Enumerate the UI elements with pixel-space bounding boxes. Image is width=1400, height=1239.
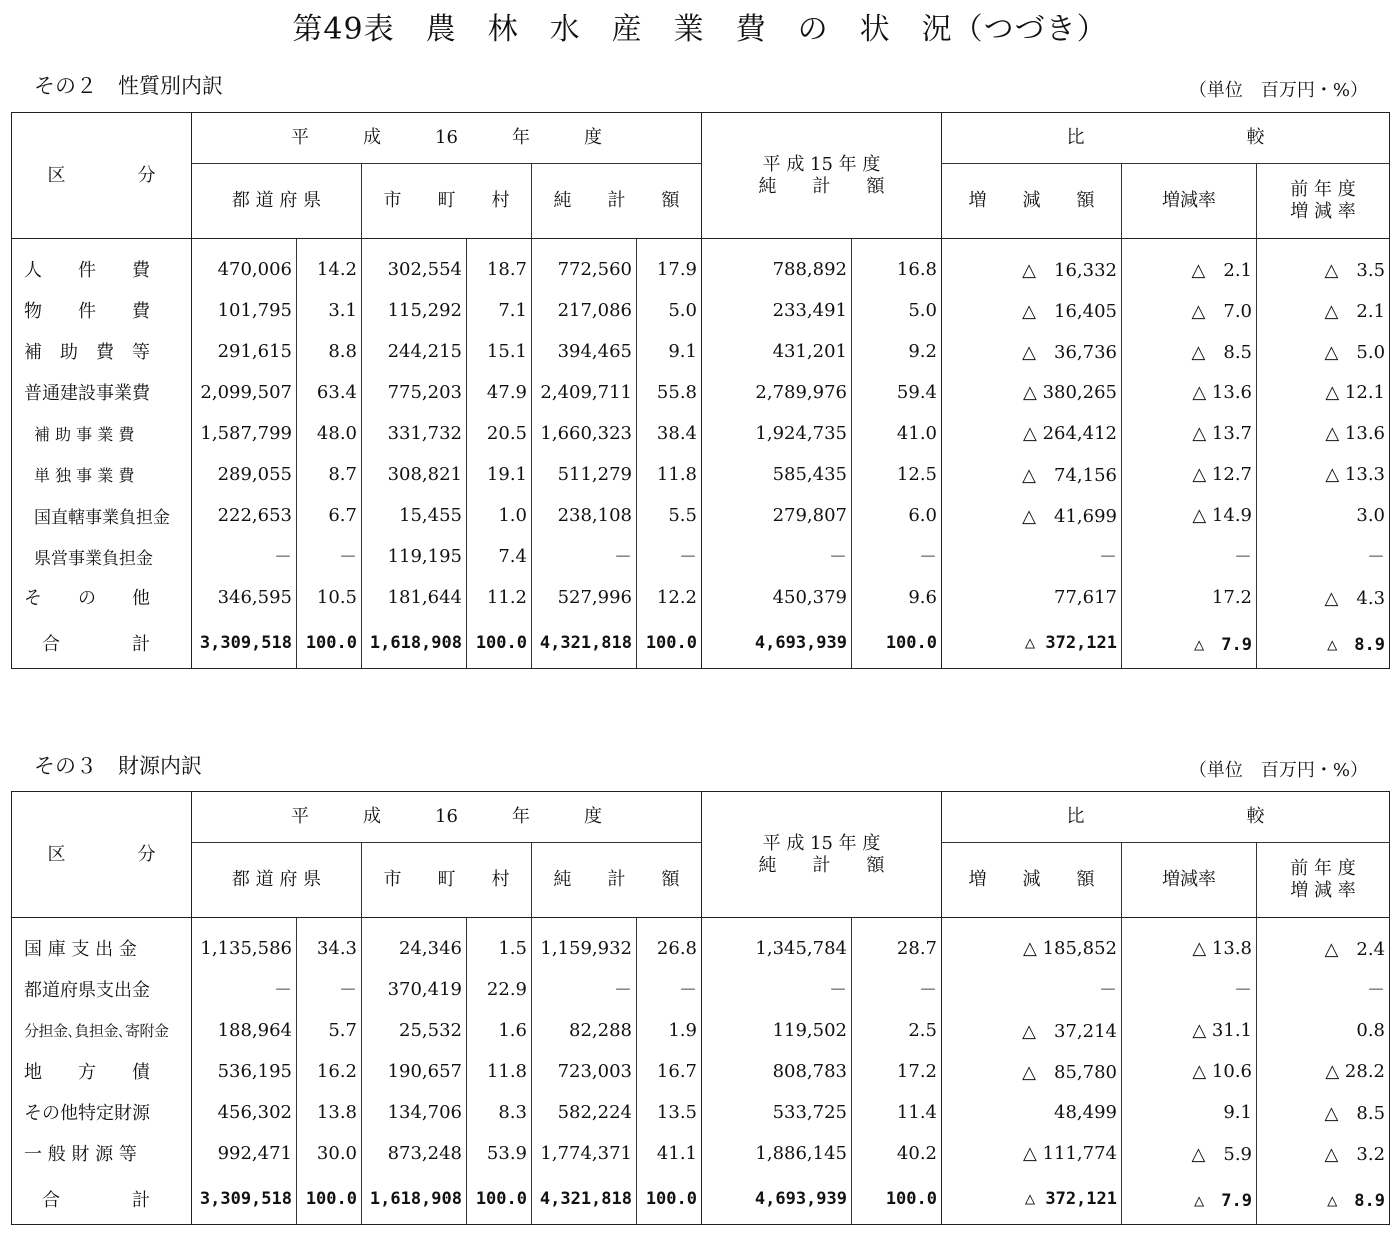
cell-value: 1,135,586 <box>192 918 297 969</box>
cell-value: 723,003 <box>532 1051 637 1092</box>
cell-value: 9.1 <box>1122 1092 1257 1133</box>
cell-value: － <box>637 536 702 577</box>
header-hikaku: 比 較 <box>942 792 1390 843</box>
cell-value: △ 7.9 <box>1122 1174 1257 1225</box>
cell-value: 511,279 <box>532 454 637 495</box>
table-row <box>12 372 1390 413</box>
cell-value: △ 16,332 <box>942 239 1122 290</box>
section3-unit: （単位 百万円・%） <box>1188 760 1368 781</box>
header-junkei: 純 計 額 <box>532 843 702 918</box>
cell-value: 100.0 <box>297 618 362 669</box>
cell-value: 100.0 <box>637 618 702 669</box>
cell-value: 77,617 <box>942 577 1122 618</box>
cell-value: 8.7 <box>297 454 362 495</box>
cell-value: 28.7 <box>852 918 942 969</box>
cell-value: 4,321,818 <box>532 618 637 669</box>
cell-value: 26.8 <box>637 918 702 969</box>
cell-value: 1.5 <box>467 918 532 969</box>
cell-value: 11.2 <box>467 577 532 618</box>
cell-value: 6.0 <box>852 495 942 536</box>
cell-value: － <box>1257 536 1390 577</box>
cell-value: 331,732 <box>362 413 467 454</box>
cell-value: 17.2 <box>852 1051 942 1092</box>
cell-value: 53.9 <box>467 1133 532 1174</box>
cell-value: △ 14.9 <box>1122 495 1257 536</box>
table-row <box>12 918 1390 969</box>
header-kubun: 区 分 <box>12 113 192 239</box>
row-label: 補 助 費 等 <box>12 331 192 372</box>
cell-value: 7.4 <box>467 536 532 577</box>
cell-value: △ 4.3 <box>1257 577 1390 618</box>
cell-value: 470,006 <box>192 239 297 290</box>
cell-value: 536,195 <box>192 1051 297 1092</box>
header-zennendo-line2: 増 減 率 <box>1290 880 1356 901</box>
section2-subtitle: その２ 性質別内訳 <box>34 74 223 98</box>
cell-value: 456,302 <box>192 1092 297 1133</box>
cell-value: 11.8 <box>467 1051 532 1092</box>
cell-value: 63.4 <box>297 372 362 413</box>
cell-value: △ 13.6 <box>1257 413 1390 454</box>
cell-value: 431,201 <box>702 331 852 372</box>
cell-value: △ 10.6 <box>1122 1051 1257 1092</box>
table-row <box>12 577 1390 618</box>
cell-value: 2,789,976 <box>702 372 852 413</box>
header-h15-line1: 平 成 15 年 度 <box>762 153 881 175</box>
header-todofuken: 都 道 府 県 <box>192 164 362 239</box>
cell-value: △ 2.4 <box>1257 918 1390 969</box>
cell-value: 3,309,518 <box>192 1174 297 1225</box>
header-zogenritsu: 増減率 <box>1122 843 1257 918</box>
cell-value: △ 36,736 <box>942 331 1122 372</box>
cell-value: △ 5.9 <box>1122 1133 1257 1174</box>
cell-value: 181,644 <box>362 577 467 618</box>
header-zennendo-line1: 前 年 度 <box>1290 858 1356 879</box>
cell-value: － <box>942 969 1122 1010</box>
cell-value: 2,099,507 <box>192 372 297 413</box>
table-row <box>12 290 1390 331</box>
cell-value: 3,309,518 <box>192 618 297 669</box>
cell-value: △ 185,852 <box>942 918 1122 969</box>
cell-value: 55.8 <box>637 372 702 413</box>
header-zennendo-line1: 前 年 度 <box>1290 179 1356 200</box>
table-row <box>12 536 1390 577</box>
table-row <box>12 413 1390 454</box>
cell-value: △ 37,214 <box>942 1010 1122 1051</box>
header-h16: 平 成 16 年 度 <box>192 792 702 843</box>
header-todofuken: 都 道 府 県 <box>192 843 362 918</box>
cell-value: － <box>942 536 1122 577</box>
cell-value: 217,086 <box>532 290 637 331</box>
header-zennendo <box>1257 843 1390 918</box>
header-h15-line2: 純 計 額 <box>758 854 885 876</box>
cell-value: 5.0 <box>852 290 942 331</box>
cell-value: 40.2 <box>852 1133 942 1174</box>
cell-value: － <box>532 969 637 1010</box>
header-shichoson: 市 町 村 <box>362 164 532 239</box>
cell-value: △ 28.2 <box>1257 1051 1390 1092</box>
cell-value: △ 13.7 <box>1122 413 1257 454</box>
header-zennendo-line2: 増 減 率 <box>1290 201 1356 222</box>
cell-value: △ 8.9 <box>1257 1174 1390 1225</box>
cell-value: － <box>702 536 852 577</box>
cell-value: 1,924,735 <box>702 413 852 454</box>
cell-value: 4,693,939 <box>702 618 852 669</box>
cell-value: 582,224 <box>532 1092 637 1133</box>
row-label: 物 件 費 <box>12 290 192 331</box>
cell-value: 101,795 <box>192 290 297 331</box>
cell-value: 100.0 <box>637 1174 702 1225</box>
header-zennendo <box>1257 164 1390 239</box>
cell-value: 585,435 <box>702 454 852 495</box>
table-row <box>12 1010 1390 1051</box>
cell-value: 18.7 <box>467 239 532 290</box>
cell-value: 17.9 <box>637 239 702 290</box>
row-label: そ の 他 <box>12 577 192 618</box>
cell-value: 12.2 <box>637 577 702 618</box>
cell-value: 7.1 <box>467 290 532 331</box>
cell-value: 9.2 <box>852 331 942 372</box>
header-kubun: 区 分 <box>12 792 192 918</box>
header-h15 <box>702 792 942 918</box>
cell-value: 788,892 <box>702 239 852 290</box>
row-label: 合 計 <box>12 618 192 669</box>
cell-value: 15.1 <box>467 331 532 372</box>
cell-value: 119,195 <box>362 536 467 577</box>
cell-value: 41.1 <box>637 1133 702 1174</box>
cell-value: 289,055 <box>192 454 297 495</box>
cell-value: 291,615 <box>192 331 297 372</box>
section3-subtitle: その３ 財源内訳 <box>34 754 202 778</box>
cell-value: － <box>192 536 297 577</box>
cell-value: △ 5.0 <box>1257 331 1390 372</box>
header-zogenritsu: 増減率 <box>1122 164 1257 239</box>
cell-value: 38.4 <box>637 413 702 454</box>
cell-value: 13.5 <box>637 1092 702 1133</box>
cell-value: － <box>852 969 942 1010</box>
cell-value: 48.0 <box>297 413 362 454</box>
cell-value: － <box>1122 969 1257 1010</box>
cell-value: 1,774,371 <box>532 1133 637 1174</box>
header-h15-line1: 平 成 15 年 度 <box>762 832 881 854</box>
cell-value: － <box>532 536 637 577</box>
total-row <box>12 1174 1390 1225</box>
cell-value: 1,159,932 <box>532 918 637 969</box>
row-label: その他特定財源 <box>12 1092 192 1133</box>
cell-value: 808,783 <box>702 1051 852 1092</box>
cell-value: 25,532 <box>362 1010 467 1051</box>
table-row <box>12 1133 1390 1174</box>
cell-value: △ 41,699 <box>942 495 1122 536</box>
cell-value: 222,653 <box>192 495 297 536</box>
cell-value: 4,693,939 <box>702 1174 852 1225</box>
cell-value: 992,471 <box>192 1133 297 1174</box>
cell-value: △ 2.1 <box>1122 239 1257 290</box>
header-zogengaku: 増 減 額 <box>942 843 1122 918</box>
cell-value: △ 12.7 <box>1122 454 1257 495</box>
cell-value: 775,203 <box>362 372 467 413</box>
cell-value: △ 372,121 <box>942 1174 1122 1225</box>
table-seishitsu <box>11 112 1390 669</box>
cell-value: 6.7 <box>297 495 362 536</box>
cell-value: 100.0 <box>467 618 532 669</box>
cell-value: 30.0 <box>297 1133 362 1174</box>
header-junkei: 純 計 額 <box>532 164 702 239</box>
cell-value: 1,587,799 <box>192 413 297 454</box>
header-h16: 平 成 16 年 度 <box>192 113 702 164</box>
cell-value: △ 7.0 <box>1122 290 1257 331</box>
cell-value: － <box>637 969 702 1010</box>
row-label: 単 独 事 業 費 <box>12 454 192 495</box>
cell-value: 22.9 <box>467 969 532 1010</box>
cell-value: － <box>852 536 942 577</box>
cell-value: 370,419 <box>362 969 467 1010</box>
cell-value: 244,215 <box>362 331 467 372</box>
cell-value: 346,595 <box>192 577 297 618</box>
cell-value: 2.5 <box>852 1010 942 1051</box>
cell-value: 8.3 <box>467 1092 532 1133</box>
cell-value: 14.2 <box>297 239 362 290</box>
cell-value: － <box>1257 969 1390 1010</box>
cell-value: 47.9 <box>467 372 532 413</box>
cell-value: △ 13.8 <box>1122 918 1257 969</box>
section2-unit: （単位 百万円・%） <box>1188 80 1368 101</box>
table-row <box>12 969 1390 1010</box>
cell-value: 5.7 <box>297 1010 362 1051</box>
row-label: 分担金､負担金､寄附金 <box>12 1010 192 1051</box>
row-label: 国直轄事業負担金 <box>12 495 192 536</box>
page-title: 第49表 農 林 水 産 業 費 の 状 況（つづき） <box>292 12 1108 47</box>
cell-value: △ 8.5 <box>1257 1092 1390 1133</box>
cell-value: 1.9 <box>637 1010 702 1051</box>
cell-value: 15,455 <box>362 495 467 536</box>
cell-value: － <box>297 536 362 577</box>
cell-value: 394,465 <box>532 331 637 372</box>
cell-value: 16.7 <box>637 1051 702 1092</box>
cell-value: 772,560 <box>532 239 637 290</box>
cell-value: 9.6 <box>852 577 942 618</box>
cell-value: 100.0 <box>297 1174 362 1225</box>
cell-value: △ 31.1 <box>1122 1010 1257 1051</box>
table-row <box>12 1092 1390 1133</box>
cell-value: △ 13.3 <box>1257 454 1390 495</box>
total-row <box>12 618 1390 669</box>
cell-value: 48,499 <box>942 1092 1122 1133</box>
cell-value: △ 74,156 <box>942 454 1122 495</box>
cell-value: 5.0 <box>637 290 702 331</box>
row-label: 人 件 費 <box>12 239 192 290</box>
cell-value: 59.4 <box>852 372 942 413</box>
cell-value: 1,345,784 <box>702 918 852 969</box>
cell-value: 527,996 <box>532 577 637 618</box>
cell-value: 873,248 <box>362 1133 467 1174</box>
cell-value: 190,657 <box>362 1051 467 1092</box>
cell-value: 1,886,145 <box>702 1133 852 1174</box>
cell-value: △ 12.1 <box>1257 372 1390 413</box>
cell-value: △ 8.5 <box>1122 331 1257 372</box>
cell-value: 4,321,818 <box>532 1174 637 1225</box>
cell-value: 100.0 <box>852 1174 942 1225</box>
cell-value: 19.1 <box>467 454 532 495</box>
table-row <box>12 331 1390 372</box>
header-h15-line2: 純 計 額 <box>758 175 885 197</box>
cell-value: 12.5 <box>852 454 942 495</box>
cell-value: 0.8 <box>1257 1010 1390 1051</box>
table-zaigen <box>11 791 1390 1225</box>
cell-value: 100.0 <box>467 1174 532 1225</box>
cell-value: 9.1 <box>637 331 702 372</box>
row-label: 普通建設事業費 <box>12 372 192 413</box>
table-row <box>12 239 1390 290</box>
cell-value: 5.5 <box>637 495 702 536</box>
cell-value: 119,502 <box>702 1010 852 1051</box>
cell-value: 1,660,323 <box>532 413 637 454</box>
cell-value: － <box>702 969 852 1010</box>
row-label: 地 方 債 <box>12 1051 192 1092</box>
cell-value: 20.5 <box>467 413 532 454</box>
cell-value: 302,554 <box>362 239 467 290</box>
cell-value: 3.1 <box>297 290 362 331</box>
cell-value: 279,807 <box>702 495 852 536</box>
cell-value: 10.5 <box>297 577 362 618</box>
cell-value: 82,288 <box>532 1010 637 1051</box>
cell-value: △ 8.9 <box>1257 618 1390 669</box>
cell-value: 17.2 <box>1122 577 1257 618</box>
cell-value: 11.8 <box>637 454 702 495</box>
cell-value: 1,618,908 <box>362 1174 467 1225</box>
cell-value: 450,379 <box>702 577 852 618</box>
cell-value: 238,108 <box>532 495 637 536</box>
cell-value: △ 264,412 <box>942 413 1122 454</box>
cell-value: 533,725 <box>702 1092 852 1133</box>
cell-value: 233,491 <box>702 290 852 331</box>
header-h15 <box>702 113 942 239</box>
cell-value: 100.0 <box>852 618 942 669</box>
row-label: 国 庫 支 出 金 <box>12 918 192 969</box>
row-label: 合 計 <box>12 1174 192 1225</box>
cell-value: 134,706 <box>362 1092 467 1133</box>
header-shichoson: 市 町 村 <box>362 843 532 918</box>
cell-value: 13.8 <box>297 1092 362 1133</box>
cell-value: △ 2.1 <box>1257 290 1390 331</box>
cell-value: 3.0 <box>1257 495 1390 536</box>
cell-value: 308,821 <box>362 454 467 495</box>
table-row <box>12 495 1390 536</box>
cell-value: △ 13.6 <box>1122 372 1257 413</box>
cell-value: 34.3 <box>297 918 362 969</box>
cell-value: 1.6 <box>467 1010 532 1051</box>
cell-value: 1,618,908 <box>362 618 467 669</box>
cell-value: △ 380,265 <box>942 372 1122 413</box>
cell-value: 16.8 <box>852 239 942 290</box>
cell-value: △ 85,780 <box>942 1051 1122 1092</box>
header-zogengaku: 増 減 額 <box>942 164 1122 239</box>
row-label: 補 助 事 業 費 <box>12 413 192 454</box>
row-label: 一 般 財 源 等 <box>12 1133 192 1174</box>
cell-value: 16.2 <box>297 1051 362 1092</box>
cell-value: △ 111,774 <box>942 1133 1122 1174</box>
cell-value: △ 3.5 <box>1257 239 1390 290</box>
cell-value: 1.0 <box>467 495 532 536</box>
cell-value: 41.0 <box>852 413 942 454</box>
cell-value: 24,346 <box>362 918 467 969</box>
cell-value: － <box>297 969 362 1010</box>
table-row <box>12 1051 1390 1092</box>
cell-value: △ 3.2 <box>1257 1133 1390 1174</box>
cell-value: △ 16,405 <box>942 290 1122 331</box>
cell-value: 11.4 <box>852 1092 942 1133</box>
cell-value: － <box>1122 536 1257 577</box>
header-hikaku: 比 較 <box>942 113 1390 164</box>
cell-value: △ 372,121 <box>942 618 1122 669</box>
cell-value: 188,964 <box>192 1010 297 1051</box>
table-row <box>12 454 1390 495</box>
cell-value: △ 7.9 <box>1122 618 1257 669</box>
cell-value: － <box>192 969 297 1010</box>
row-label: 都道府県支出金 <box>12 969 192 1010</box>
cell-value: 8.8 <box>297 331 362 372</box>
cell-value: 2,409,711 <box>532 372 637 413</box>
cell-value: 115,292 <box>362 290 467 331</box>
row-label: 県営事業負担金 <box>12 536 192 577</box>
